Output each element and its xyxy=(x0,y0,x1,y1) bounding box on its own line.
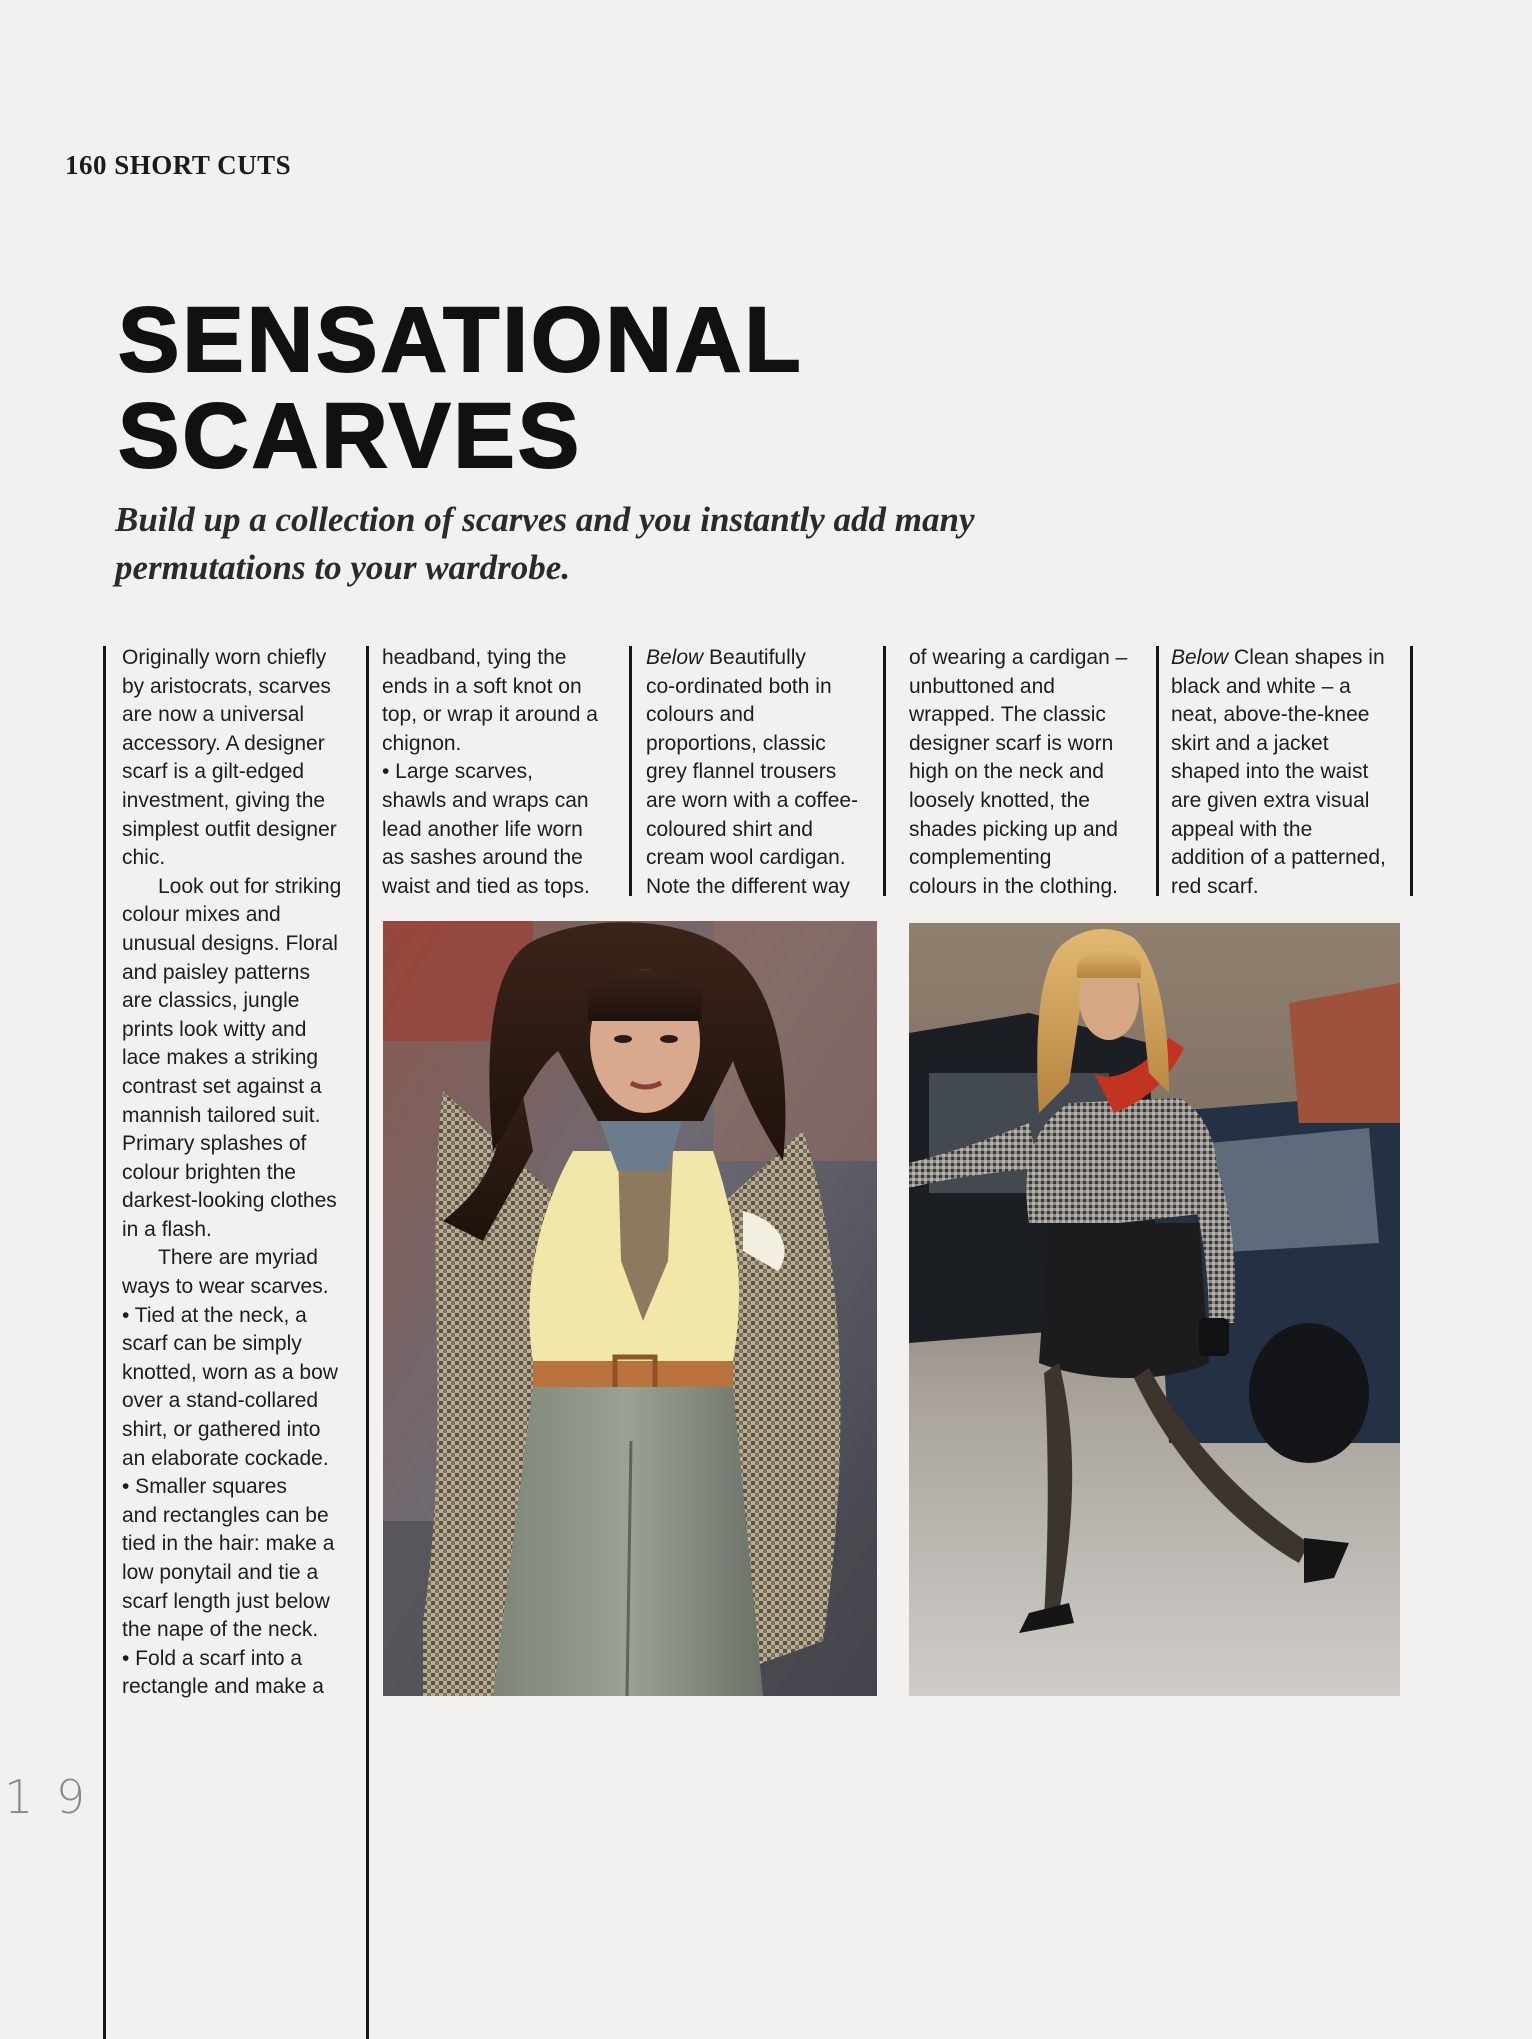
text-line: lead another life worn xyxy=(382,817,583,841)
text-line: and rectangles can be xyxy=(122,1503,329,1527)
text-line: knotted, worn as a bow xyxy=(122,1360,338,1384)
text-line: Originally worn chiefly xyxy=(122,646,327,669)
text-line: wrapped. The classic xyxy=(909,703,1106,727)
page-title xyxy=(118,289,804,487)
column-rule xyxy=(1410,646,1413,896)
text-line: • Large scarves, xyxy=(382,760,533,784)
text-line: over a stand-collared xyxy=(122,1389,319,1413)
text-line: unbuttoned and xyxy=(909,674,1055,698)
text-line: scarf can be simply xyxy=(122,1332,302,1356)
text-line: of wearing a cardigan – xyxy=(909,646,1128,669)
text-line: headband, tying the xyxy=(382,646,567,669)
text-line: loosely knotted, the xyxy=(909,788,1090,812)
text-line: shirt, or gathered into xyxy=(122,1418,321,1442)
photo-caption-1 xyxy=(646,644,878,901)
text-line: and paisley patterns xyxy=(122,960,310,984)
caption-label: Below xyxy=(646,646,704,669)
text-line: are classics, jungle xyxy=(122,989,300,1013)
text-line: are now a universal xyxy=(122,703,305,727)
column-rule xyxy=(366,646,369,2039)
text-line: waist and tied as tops. xyxy=(382,874,590,898)
text-line: • Fold a scarf into a xyxy=(122,1646,303,1670)
text-line: coloured shirt and xyxy=(646,817,813,841)
text-line: ways to wear scarves. xyxy=(122,1275,329,1299)
photo-street-illustration xyxy=(909,923,1400,1696)
text-line: • Smaller squares xyxy=(122,1475,287,1499)
text-line: grey flannel trousers xyxy=(646,760,837,784)
text-line: the nape of the neck. xyxy=(122,1618,319,1642)
text-line: contrast set against a xyxy=(122,1074,322,1098)
text-line: top, or wrap it around a xyxy=(382,703,598,727)
text-line: mannish tailored suit. xyxy=(122,1103,321,1127)
text-line: Primary splashes of xyxy=(122,1132,307,1156)
text-line: skirt and a jacket xyxy=(1171,731,1329,755)
text-line: low ponytail and tie a xyxy=(122,1561,319,1584)
column-rule xyxy=(103,646,106,2039)
body-column-1 xyxy=(122,644,362,1702)
title-line-2: SCARVES xyxy=(118,385,583,487)
body-column-2 xyxy=(382,644,622,901)
text-line: complementing xyxy=(909,846,1052,870)
photo-caption-2 xyxy=(1171,644,1406,901)
text-line: appeal with the xyxy=(1171,817,1313,841)
photo-caption-1-continued xyxy=(909,644,1149,901)
text-line: cream wool cardigan. xyxy=(646,846,846,870)
text-line: Look out for striking xyxy=(158,874,342,898)
text-line: ends in a soft knot on xyxy=(382,674,582,698)
text-line: by aristocrats, scarves xyxy=(122,674,331,698)
fashion-photo-cardigan xyxy=(383,921,877,1696)
text-line: as sashes around the xyxy=(382,846,583,870)
text-line: • Tied at the neck, a xyxy=(122,1303,307,1327)
text-line: black and white – a xyxy=(1171,674,1351,698)
text-line: colour brighten the xyxy=(122,1160,296,1184)
text-line: red scarf. xyxy=(1171,874,1259,898)
text-line: chignon. xyxy=(382,731,462,755)
text-line: co-ordinated both in xyxy=(646,674,832,698)
column-rule xyxy=(1156,646,1159,896)
text-line: There are myriad xyxy=(158,1246,318,1270)
text-line: proportions, classic xyxy=(646,731,826,755)
text-line: neat, above-the-knee xyxy=(1171,703,1370,727)
standfirst: Build up a collection of scarves and you instantly add many permutations to your wardrobe. xyxy=(115,500,975,587)
text-line: rectangle and make a xyxy=(122,1675,324,1699)
text-line: lace makes a striking xyxy=(122,1046,319,1070)
text-line: shawls and wraps can xyxy=(382,788,589,812)
caption-text: Beautifully xyxy=(703,646,806,669)
text-line: chic. xyxy=(122,846,166,870)
text-line: unusual designs. Floral xyxy=(122,931,338,955)
text-line: simplest outfit designer xyxy=(122,817,337,841)
fashion-photo-street xyxy=(909,923,1400,1696)
text-line: shades picking up and xyxy=(909,817,1118,841)
text-line: Note the different way xyxy=(646,874,850,898)
text-line: darkest-looking clothes xyxy=(122,1189,337,1213)
column-rule xyxy=(883,646,886,896)
column-rule xyxy=(629,646,632,896)
text-line: shaped into the waist xyxy=(1171,760,1369,784)
photo-cardigan-illustration xyxy=(383,921,877,1696)
text-line: scarf length just below xyxy=(122,1589,330,1613)
caption-text: Clean shapes in xyxy=(1228,646,1385,669)
text-line: an elaborate cockade. xyxy=(122,1446,329,1470)
text-line: colours and xyxy=(646,703,755,727)
running-head: 160 SHORT CUTS xyxy=(65,150,292,180)
text-line: accessory. A designer xyxy=(122,731,325,755)
text-line: are given extra visual xyxy=(1171,788,1370,812)
text-line: scarf is a gilt-edged xyxy=(122,760,305,784)
text-line: designer scarf is worn xyxy=(909,731,1114,755)
text-line: tied in the hair: make a xyxy=(122,1532,335,1556)
text-line: in a flash. xyxy=(122,1217,212,1241)
text-line: colours in the clothing. xyxy=(909,874,1118,898)
title-line-1: SENSATIONAL xyxy=(118,289,804,391)
caption-label: Below xyxy=(1171,646,1229,669)
text-line: addition of a patterned, xyxy=(1171,846,1386,870)
text-line: prints look witty and xyxy=(122,1017,307,1041)
text-line: are worn with a coffee- xyxy=(646,788,859,812)
text-line: high on the neck and xyxy=(909,760,1104,784)
text-line: colour mixes and xyxy=(122,903,281,927)
text-line: investment, giving the xyxy=(122,788,326,812)
margin-handwritten-note: 1 9 xyxy=(4,1770,90,1824)
